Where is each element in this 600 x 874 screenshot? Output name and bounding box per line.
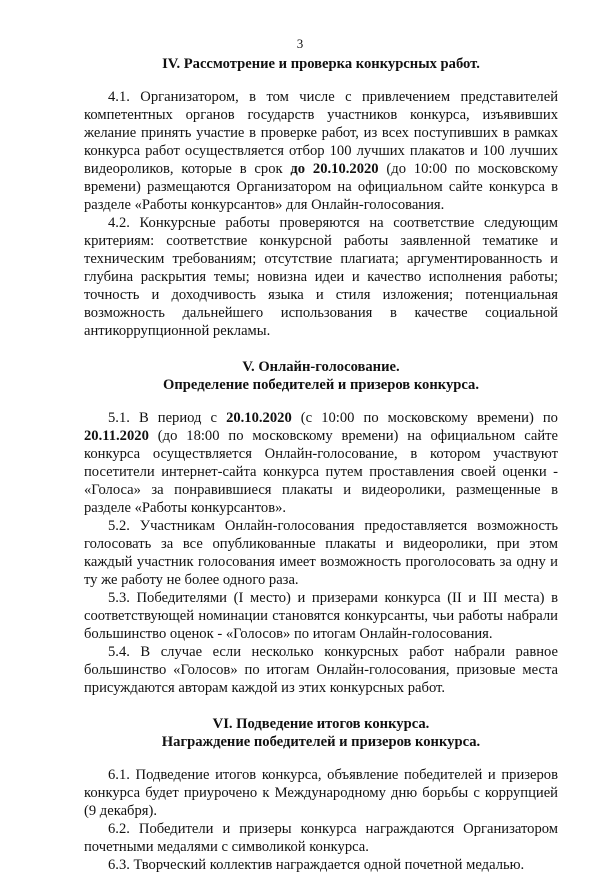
section-heading-line: V. Онлайн-голосование. (242, 359, 400, 375)
paragraph (84, 517, 558, 589)
paragraph (84, 643, 558, 697)
section-heading (84, 55, 558, 73)
section-heading (84, 358, 558, 394)
paragraph (84, 589, 558, 643)
paragraph-text: (с 10:00 по московскому времени) по (291, 410, 558, 426)
section-spacer (84, 697, 558, 715)
paragraph-text: 4.2. Конкурсные работы проверяются на соответствие следующим критериям: соответствие конкурсной работы заявленной тематике и техническим требованиям; отсутствие плагиата; аргументированность и глубина раскрытия темы; новизна идеи и качество исполнения работы; точность и доходчивость языка и стиля изложения; потенциальная возможность дальнейшего использования в качестве социальной антикоррупционной рекламы. (84, 215, 558, 339)
paragraph (84, 214, 558, 340)
page-number: 3 (296, 36, 304, 51)
paragraph-text: 5.4. В случае если несколько конкурсных работ набрали равное большинство «Голосов» по итогам Онлайн-голосования, призовые места присуждаются авторам каждой из этих конкурсных работ. (84, 644, 558, 696)
heading-spacer (84, 73, 558, 88)
paragraph-text: (до 10:00 по московскому времени) размещаются Организатором на официальном сайте конкурса в разделе «Работы конкурсантов» для Онлайн-голосования. (84, 161, 558, 213)
paragraph-text: 4.1. Организатором, в том числе с привлечением представителей компетентных органов государств участников конкурса, изъявивших желание принять участие в проверке работ, из всех поступивших в рамках конкурса работ осуществляется отбор 100 лучших плакатов и 100 лучших видеороликов, которые в срок (84, 89, 558, 177)
paragraph-text: 6.2. Победители и призеры конкурса награждаются Организатором почетными медалями с символикой конкурса. (84, 821, 558, 855)
paragraph (84, 820, 558, 856)
section-heading-line: IV. Рассмотрение и проверка конкурсных работ. (162, 56, 480, 72)
heading-spacer (84, 394, 558, 409)
paragraph-text: (до 18:00 по московскому времени) на официальном сайте конкурса осуществляется Онлайн-голосование, в котором участвуют посетители интернет-сайта конкурса путем проставления своей оценки - «Голоса» за понравившиеся плакаты и видеоролики, размещенные в разделе «Работы конкурсантов». (84, 428, 558, 516)
section-heading-line: VI. Подведение итогов конкурса. (212, 716, 430, 732)
paragraph-text: 6.3. Творческий коллектив награждается одной почетной медалью. (108, 857, 525, 873)
heading-spacer (84, 751, 558, 766)
paragraph-text: 5.3. Победителями (I место) и призерами конкурса (II и III места) в соответствующей номинации становятся конкурсанты, чьи работы набрали большинство оценок - «Голосов» по итогам Онлайн-голосования. (84, 590, 558, 642)
section-heading-line: Определение победителей и призеров конкурса. (163, 377, 479, 393)
section-heading (84, 715, 558, 751)
paragraph-text: 5.1. В период с (108, 410, 227, 426)
paragraph (84, 856, 558, 874)
section-heading-line: Награждение победителей и призеров конкурса. (161, 734, 481, 750)
paragraph-text: 6.1. Подведение итогов конкурса, объявление победителей и призеров конкурса будет приурочено к Международному дню борьбы с коррупцией (9 декабря). (84, 767, 558, 819)
paragraph (84, 766, 558, 820)
paragraph-bold-text: до 20.10.2020 (290, 161, 379, 177)
section-spacer (84, 340, 558, 358)
paragraph (84, 409, 558, 517)
document-body (84, 55, 558, 874)
paragraph-bold-text: 20.11.2020 (84, 428, 149, 444)
paragraph-bold-text: 20.10.2020 (226, 410, 292, 426)
paragraph (84, 88, 558, 214)
paragraph-text: 5.2. Участникам Онлайн-голосования предоставляется возможность голосовать за все опубликованные плакаты и видеоролики, при этом каждый участник голосования имеет возможность проголосовать за одну и ту же работу не более одного раза. (84, 518, 558, 588)
